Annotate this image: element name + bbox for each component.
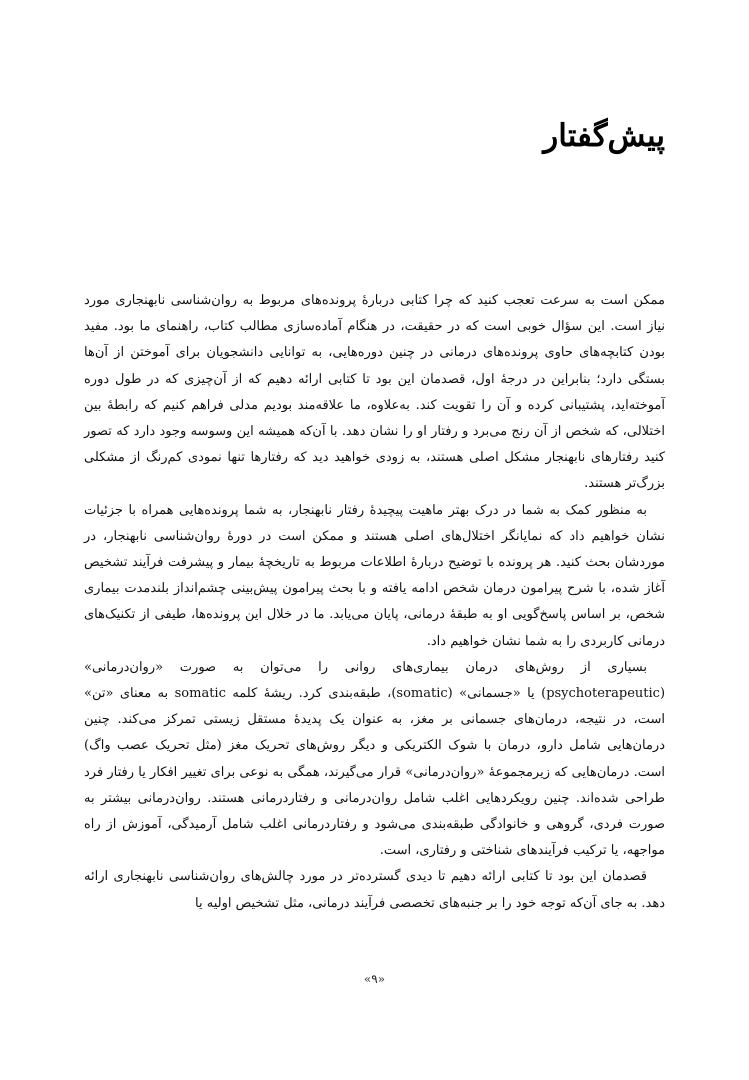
body-text xyxy=(84,288,665,917)
paragraph-2: به منظور کمک به شما در درک بهتر ماهیت پیچیدهٔ رفتار نابهنجار، به شما پرونده‌هایی همراه با جزئیات نشان خواهیم داد که نمایانگر اختلال‌های اصلی هستند و ممکن است در دورهٔ روان‌شناسی نابهنجار، در موردشان بحث کنید. هر پرونده با توضیح دربارهٔ اطلاعات مربوط به تاریخچهٔ بیمار و پیشرفت فرآیند تشخیص آغاز شده، با شرح پیرامون درمان شخص ادامه یافته و با بحث پیرامون پیش‌بینی چشم‌انداز بلندمدت بیماری شخص، بر اساس پاسخ‌گویی او به طبقهٔ درمانی، پایان می‌یابد. ما در خلال این پرونده‌ها، طیفی از تکنیک‌های درمانی کاربردی را به شما نشان خواهیم داد. xyxy=(84,502,665,649)
paragraph-3: بسیاری از روش‌های درمان بیماری‌های روانی را می‌توان به صورت «روان‌درمانی» (psychoterapeutic) یا «جسمانی» (somatic)، طبقه‌بندی کرد. ریشهٔ کلمه somatic به معنای «تن» است، در نتیجه، درمان‌های جسمانی بر مغز، به عنوان یک پدیدهٔ مستقل زیستی تمرکز می‌کند. چنین درمان‌هایی شامل دارو، درمان با شوک الکتریکی و دیگر روش‌های تحریک مغز (مثل تحریک عصب واگ) است. درمان‌هایی که زیرمجموعهٔ «روان‌درمانی» قرار می‌گیرند، همگی به نوعی برای تغییر افکار یا رفتار فرد طراحی شده‌اند. چنین رویکردهایی اغلب شامل روان‌درمانی و رفتاردرمانی هستند. روان‌درمانی بیشتر به صورت فردی، گروهی و خانوادگی طبقه‌بندی می‌شود و رفتاردرمانی اغلب شامل آرمیدگی، آموزش از راه مواجهه، یا ترکیب فرآیندهای شناختی و رفتاری، است. xyxy=(84,659,666,859)
paragraph-4: قصدمان این بود تا کتابی ارائه دهیم تا دیدی گسترده‌تر در مورد چالش‌های روان‌شناسی نابهنجاری ارائه دهد. به جای آن‌که توجه خود را بر جنبه‌های تخصصی فرآیند درمانی، مثل تشخیص اولیه یا xyxy=(84,869,665,911)
chapter-heading: پیش‌گفتار xyxy=(543,118,665,154)
paragraph-1: ممکن است به سرعت تعجب کنید که چرا کتابی دربارهٔ پرونده‌های مربوط به روان‌شناسی نابهنجاری مورد نیاز است. این سؤال خوبی است که در حقیقت، در هنگام آماده‌سازی مطالب کتاب، راهنمای ما بود. مفید بودن کتابچه‌های حاوی پرونده‌های درمانی در چنین دوره‌هایی، به توانایی دانشجویان برای آموختن از آن‌ها بستگی دارد؛ بنابراین در درجهٔ اول، قصدمان این بود تا کتابی ارائه دهیم که از آن‌چیزی که در طول دوره آموخته‌اید، پشتیبانی کرده و آن را تقویت کند. به‌علاوه، ما علاقه‌مند بودیم مدلی فراهم کنیم که رابطهٔ بین اختلالی، که شخص از آن رنج می‌برد و رفتار او را نشان دهد. با آن‌که همیشه این وسوسه وجود دارد که تصور کنید رفتارهای نابهنجار مشکل اصلی هستند، به زودی خواهید دید که رفتارها تنها نمودی کم‌رنگ از مشکلی بزرگ‌تر هستند. xyxy=(84,293,665,492)
page-number: «۹» xyxy=(363,972,386,986)
